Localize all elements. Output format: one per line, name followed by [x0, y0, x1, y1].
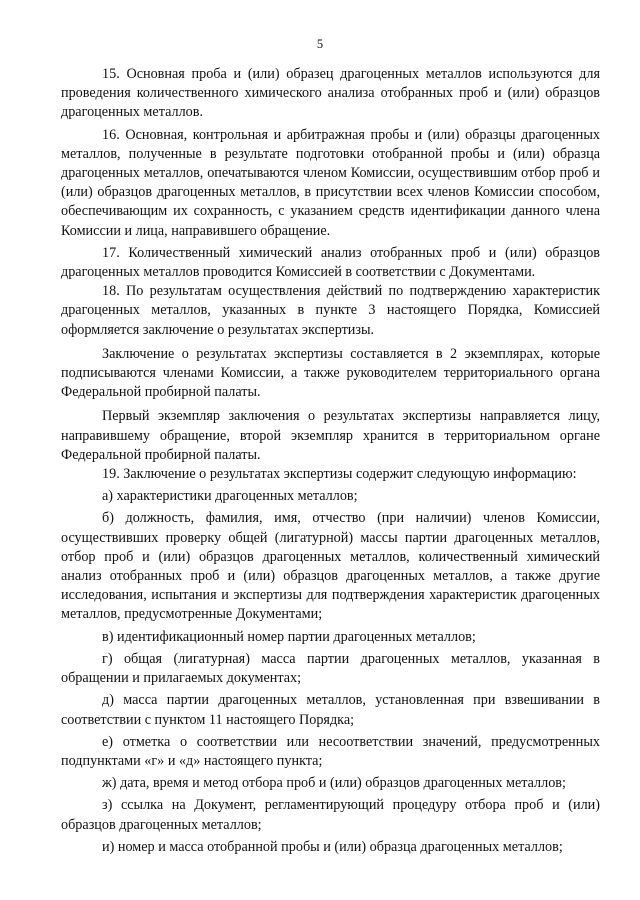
- paragraph-15: 15. Основная проба и (или) образец драгоценных металлов используются для проведения количественного химического анализа отобранных проб и (или) образцов драгоценных металлов.: [61, 66, 600, 121]
- list-item-d: д) масса партии драгоценных металлов, установленная при взвешивании в соответствии с пунктом 11 настоящего Порядка;: [61, 692, 600, 728]
- list-item-a: а) характеристики драгоценных металлов;: [102, 488, 358, 505]
- list-item-z: з) ссылка на Документ, регламентирующий процедуру отбора проб и (или) образцов драгоценных металлов;: [61, 797, 600, 833]
- paragraph-18: 18. По результатам осуществления действий по подтверждению характеристик драгоценных металлов, указанных в пункте 3 настоящего Порядка, Комиссией оформляется заключение о результатах экспертизы.: [61, 283, 600, 338]
- paragraph-19: 19. Заключение о результатах экспертизы содержит следующую информацию:: [102, 466, 577, 483]
- list-item-i: и) номер и масса отобранной пробы и (или) образца драгоценных металлов;: [102, 838, 563, 855]
- paragraph-conclusion-copies: Заключение о результатах экспертизы составляется в 2 экземплярах, которые подписываются членами Комиссии, а также руководителем территориального органа Федеральной пробирной палаты.: [61, 345, 600, 401]
- list-item-b: б) должность, фамилия, имя, отчество (при наличии) членов Комиссии, осуществивших проверку общей (лигатурной) массы партии драгоценных металлов, отбор проб и (или) образцов драгоценных металлов, количественный химический анализ отобранных проб и (или) образцов драгоценных металлов, а также другие исследования, испытания и экспертизы для подтверждения характеристик драгоценных металлов, предусмотренные Документами;: [61, 510, 600, 623]
- list-item-e: е) отметка о соответствии или несоответствии значений, предусмотренных подпунктами «г» и «д» настоящего пункта;: [61, 733, 600, 769]
- paragraph-16: 16. Основная, контрольная и арбитражная пробы и (или) образцы драгоценных металлов, полученные в результате подготовки отобранной пробы и (или) образца драгоценных металлов, опечатываются членом Комиссии, осуществившим отбор проб и (или) образцов драгоценных металлов, в присутствии всех членов Комиссии способом, обеспечивающим их сохранность, с указанием средств идентификации данного члена Комиссии и лица, направившего обращение.: [61, 126, 600, 239]
- page-number: 5: [316, 37, 324, 51]
- list-item-g: г) общая (лигатурная) масса партии драгоценных металлов, указанная в обращении и прилагаемых документах;: [61, 650, 600, 687]
- list-item-zh: ж) дата, время и метод отбора проб и (или) образцов драгоценных металлов;: [102, 775, 566, 792]
- document-body: [61, 65, 600, 857]
- list-item-v: в) идентификационный номер партии драгоценных металлов;: [102, 628, 476, 645]
- paragraph-first-copy: Первый экземпляр заключения о результатах экспертизы направляется лицу, направившему обращение, второй экземпляр хранится в территориальном органе Федеральной пробирной палаты.: [61, 408, 600, 463]
- paragraph-17: 17. Количественный химический анализ отобранных проб и (или) образцов драгоценных металлов проводится Комиссией в соответствии с Документами.: [61, 244, 600, 281]
